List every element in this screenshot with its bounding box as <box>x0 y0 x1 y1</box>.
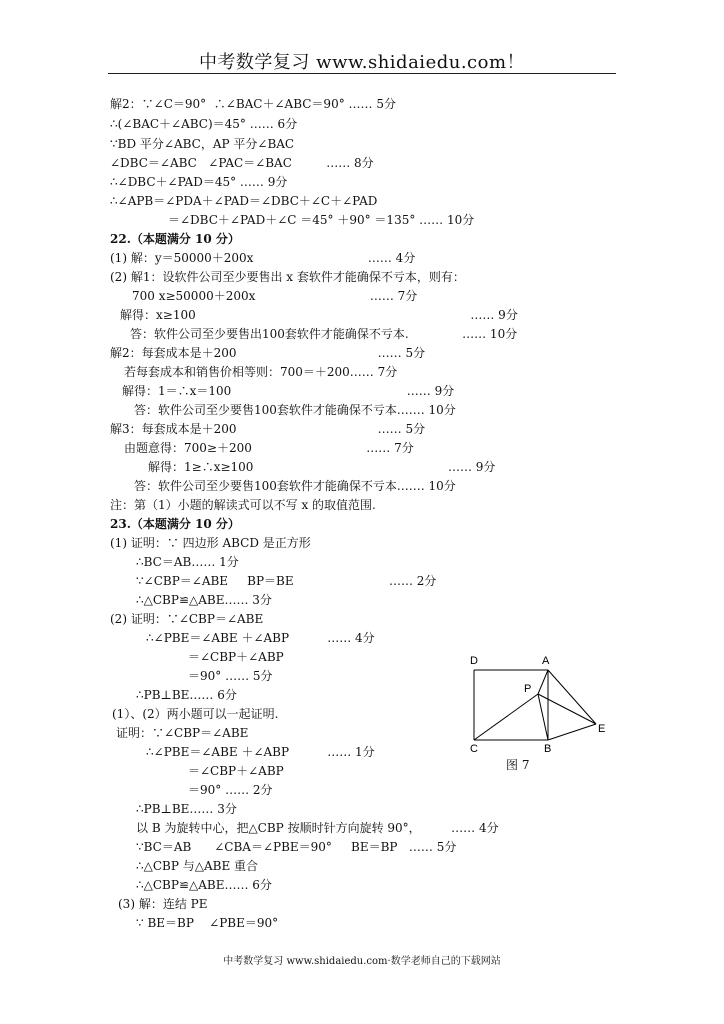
text-line: ∴(∠BAC＋∠ABC)＝45° …… 6分 <box>110 117 298 131</box>
text-line: ＝∠CBP＋∠ABP <box>188 650 284 664</box>
text-line: (1）、(2）两小题可以一起证明. <box>112 707 279 721</box>
label-D: D <box>470 655 478 667</box>
text-line: ∴PB⊥BE…… 3分 <box>136 802 237 816</box>
text-line: ∴△CBP≌△ABE…… 6分 <box>136 878 272 892</box>
text-line: 解3：每套成本是＋200 …… 5分 <box>110 422 426 436</box>
text-line: 23.（本题满分 10 分） <box>110 517 240 531</box>
text-line: ∴△CBP 与△ABE 重合 <box>136 859 259 873</box>
text-line: (2) 解1：设软件公司至少要售出 x 套软件才能确保不亏本，则有： <box>110 270 465 284</box>
text-line: ∴∠PBE＝∠ABE ＋∠ABP …… 1分 <box>146 745 375 759</box>
text-line: ∴∠DBC＋∠PAD＝45° …… 9分 <box>110 175 288 189</box>
text-line: ∴△CBP≌△ABE…… 3分 <box>136 593 272 607</box>
text-line: ∵∠CBP＝∠ABE BP＝BE …… 2分 <box>136 574 437 588</box>
text-line: 以 B 为旋转中心，把△CBP 按顺时针方向旋转 90°， …… 4分 <box>136 821 499 835</box>
text-line: 700 x≥50000＋200x …… 7分 <box>132 289 418 303</box>
text-line: 解2：∵∠C＝90° ∴∠BAC＋∠ABC＝90° …… 5分 <box>110 97 396 111</box>
text-line: ∵ BE＝BP ∠PBE＝90° <box>136 916 279 930</box>
text-line: ∴∠PBE＝∠ABE ＋∠ABP …… 4分 <box>146 631 375 645</box>
text-line: 由题意得：700≥＋200 …… 7分 <box>124 441 414 455</box>
text-line: (3) 解：连结 PE <box>118 897 208 911</box>
text-line: ∴∠APB＝∠PDA＋∠PAD＝∠DBC＋∠C＋∠PAD <box>110 194 378 208</box>
text-line: ∠DBC＝∠ABC ∠PAC＝∠BAC …… 8分 <box>110 156 374 170</box>
page-header: 中考数学复习 www.shidaiedu.com！ <box>198 52 526 73</box>
text-line: ∵BD 平分∠ABC，AP 平分∠BAC <box>110 137 295 151</box>
figure-7-geometry <box>462 650 622 774</box>
header-divider <box>108 73 616 74</box>
text-line: 证明：∵∠CBP＝∠ABE <box>116 726 249 740</box>
text-line: 答：软件公司至少要售100套软件才能确保不亏本.…… 10分 <box>134 479 456 493</box>
text-line: ＝∠DBC＋∠PAD＋∠C ＝45° ＋90° ＝135° …… 10分 <box>168 213 475 227</box>
text-line: 解得：1＝∴x＝100 …… 9分 <box>122 384 455 398</box>
label-B: B <box>544 743 552 755</box>
text-line: ＝∠CBP＋∠ABP <box>188 764 284 778</box>
text-line: ∵BC＝AB ∠CBA＝∠PBE＝90° BE＝BP …… 5分 <box>136 840 457 854</box>
text-line: 若每套成本和销售价相等则：700＝＋200…… 7分 <box>124 365 398 379</box>
text-line: 解得：x≥100 …… 9分 <box>120 308 518 322</box>
text-line: ∴PB⊥BE…… 6分 <box>136 688 237 702</box>
label-P: P <box>524 683 532 695</box>
page-footer: 中考数学复习 www.shidaiedu.com·数学老师自己的下载网站 <box>223 956 501 967</box>
label-E: E <box>598 723 606 735</box>
label-C: C <box>470 743 478 755</box>
text-line: 22.（本题满分 10 分） <box>110 232 240 246</box>
label-A: A <box>542 655 550 667</box>
text-line: ＝90° …… 5分 <box>188 669 273 683</box>
text-line: 解得：1≥∴x≥100 …… 9分 <box>148 460 496 474</box>
figure-caption: 图 7 <box>506 758 530 772</box>
text-line: (2) 证明：∵∠CBP＝∠ABE <box>110 612 264 626</box>
text-line: (1) 证明：∵ 四边形 ABCD 是正方形 <box>110 536 311 550</box>
text-line: 答：软件公司至少要售100套软件才能确保不亏本.…… 10分 <box>134 403 456 417</box>
text-line: 注：第（1）小题的解读式可以不写 x 的取值范围. <box>110 498 376 512</box>
text-line: (1) 解：y＝50000＋200x …… 4分 <box>110 251 416 265</box>
text-line: 解2：每套成本是＋200 …… 5分 <box>110 346 426 360</box>
text-line: ∴BC＝AB…… 1分 <box>136 555 239 569</box>
text-line: 答：软件公司至少要售出100套软件才能确保不亏本. …… 10分 <box>130 327 518 341</box>
text-line: ＝90° …… 2分 <box>188 783 273 797</box>
